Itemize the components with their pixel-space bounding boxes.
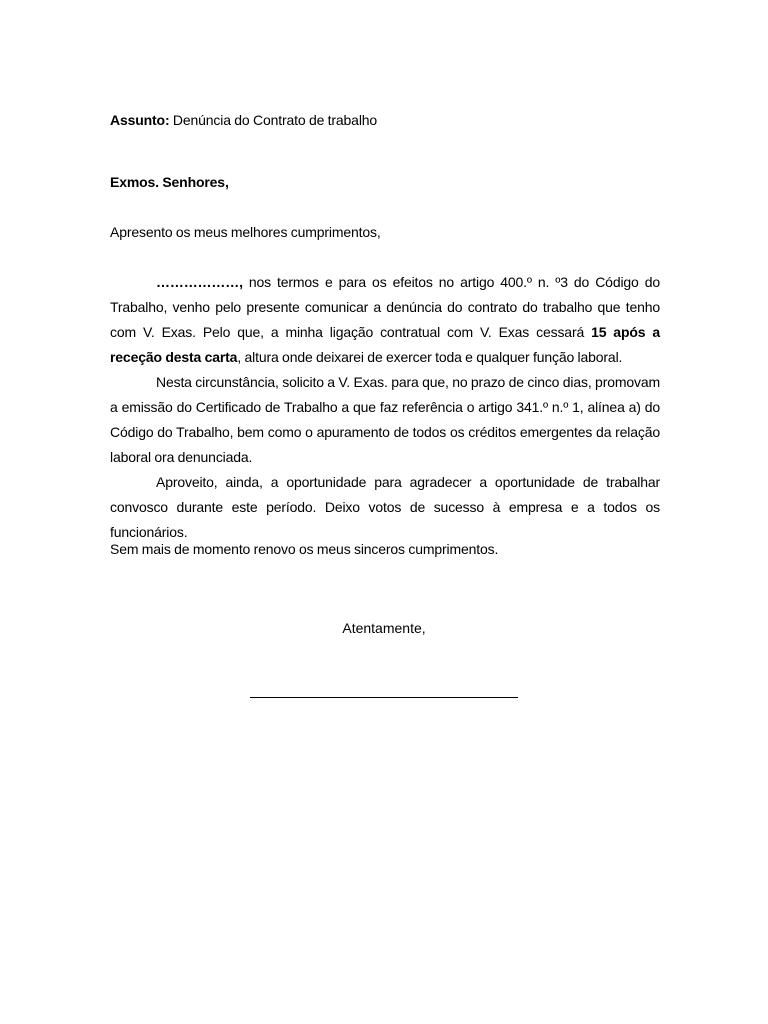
subject-line (110, 108, 660, 133)
paragraph-termination-text-b: , altura onde deixarei de exercer toda e qualquer função laboral. (237, 349, 623, 365)
paragraph-termination-text-a: nos termos e para os efeitos no artigo 400.º n. º3 do Código do Trabalho, venho pelo presente comunicar a denúncia do contrato do trabalho que tenho com V. Exas. Pelo que, a minha ligação contratual com V. Exas cessará (110, 274, 660, 340)
name-placeholder: ………………, (156, 274, 243, 290)
paragraph-thanks: Aproveito, ainda, a oportunidade para agradecer a oportunidade de trabalhar convosco durante este período. Deixo votos de sucesso à empresa e a todos os funcionários. (110, 474, 660, 540)
opening-line: Apresento os meus melhores cumprimentos, (110, 224, 381, 240)
notice-period-emphasis: 15 após a receção desta carta (110, 324, 660, 365)
signature-line (250, 697, 518, 698)
subject-label: Assunto: (110, 112, 170, 128)
sign-off: Atentamente, (342, 620, 426, 636)
greeting: Exmos. Senhores, (110, 174, 229, 190)
paragraph-certificate-request: Nesta circunstância, solicito a V. Exas. para que, no prazo de cinco dias, promovam a emissão do Certificado de Trabalho a que faz referência o artigo 341.º n.º 1, alínea a) do Código do Trabalho, bem como o apuramento de todos os créditos emergentes da relação laboral ora denunciada. (110, 374, 660, 465)
paragraph-termination (110, 270, 660, 370)
closing-remark: Sem mais de momento renovo os meus sinceros cumprimentos. (110, 541, 499, 557)
subject-text: Denúncia do Contrato de trabalho (169, 112, 378, 128)
